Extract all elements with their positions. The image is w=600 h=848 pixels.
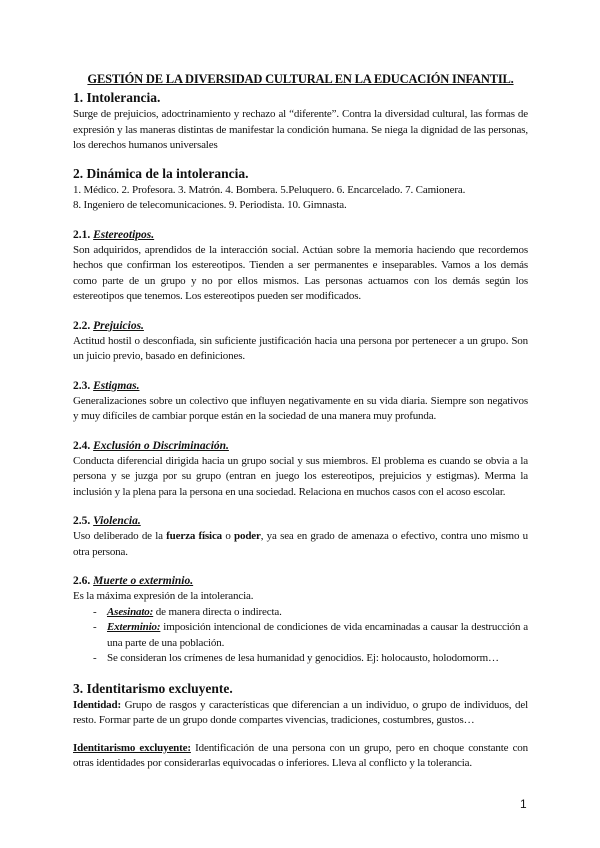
definition-term: Identidad: bbox=[73, 698, 122, 711]
definition-text: Grupo de rasgos y características que diferencian a un individuo, o grupo de individuos, del resto. Formar parte de un grupo donde compartes vivencias, tradiciones, costumbres, gustos… bbox=[73, 698, 528, 726]
subsection-heading bbox=[73, 319, 528, 334]
subsection-estigmas bbox=[73, 379, 528, 425]
subsection-text: Actitud hostil o desconfiada, sin suficiente justificación hacia una persona por pertenecer a un grupo. Son un juicio previo, basado en definiciones. bbox=[73, 334, 528, 362]
subsection-estereotipos bbox=[73, 228, 528, 305]
subsection-text: Generalizaciones sobre un colectivo que influyen negativamente en su vida diaria. Siempre son negativos y muy difíciles de cambiar porque están en la sociedad de una manera muy profunda. bbox=[73, 394, 528, 422]
list-item bbox=[93, 620, 528, 651]
subsection-heading bbox=[73, 439, 528, 454]
text-run: o bbox=[222, 530, 234, 542]
list-term: Asesinato: bbox=[107, 605, 154, 618]
subsection-label: Violencia. bbox=[93, 515, 141, 527]
subsection-label: Estigmas. bbox=[93, 379, 140, 392]
bold-term: poder bbox=[234, 530, 261, 542]
subsection-label: Muerte o exterminio. bbox=[93, 575, 194, 587]
subsection-number: 2.5. bbox=[73, 515, 91, 527]
subsection-number: 2.3. bbox=[73, 379, 91, 392]
list-term: Exterminio: bbox=[107, 621, 161, 633]
list-text: de manera directa o indirecta. bbox=[153, 605, 282, 618]
document-title: GESTIÓN DE LA DIVERSIDAD CULTURAL EN LA EDUCACIÓN INFANTIL. bbox=[87, 72, 514, 86]
text-run: , ya sea en grado de amenaza o efectivo, contra uno mismo u otra persona. bbox=[73, 530, 528, 558]
document-page bbox=[73, 72, 528, 786]
definition-block bbox=[73, 741, 528, 772]
subsection-text: Conducta diferencial dirigida hacia un grupo social y sus miembros. El problema es cuando se obvia a la persona y se juzga por su grupo (entran en juego los estereotipos, prejuicios y estigmas). Merma la inclusión y la plena para la persona en una sociedad. Relaciona en muchos casos con el acoso escolar. bbox=[73, 454, 528, 498]
subsection-text: Son adquiridos, aprendidos de la interacción social. Actúan sobre la memoria haciendo que recordemos hechos que confirman los estereotipos. Tienden a ser permanentes e inseparables. Vamos a los demás como parte de un grupo y no por ellos mismos. Las personas actuamos con los demás según los estereotipos que tenemos. Los estereotipos pueden ser modificados. bbox=[73, 243, 528, 302]
subsection-label: Estereotipos. bbox=[93, 228, 155, 241]
section-heading: 2. Dinámica de la intolerancia. bbox=[73, 165, 249, 181]
subsection-muerte bbox=[73, 574, 528, 667]
list-item bbox=[93, 651, 528, 667]
subsection-number: 2.4. bbox=[73, 439, 91, 452]
bold-term: fuerza física bbox=[166, 530, 223, 542]
definition-text: Identificación de una persona con un grupo, pero en choque constante con otras identidades por considerarlas equivocadas o inferiores. Lleva al conflicto y la tolerancia. bbox=[73, 741, 529, 769]
profession-list-line-2: 8. Ingeniero de telecomunicaciones. 9. Periodista. 10. Gimnasta. bbox=[73, 199, 347, 211]
subsection-heading bbox=[73, 228, 528, 243]
section-identitarismo bbox=[73, 681, 528, 729]
subsection-label: Exclusión o Discriminación. bbox=[93, 439, 229, 452]
bullet-list bbox=[73, 605, 528, 667]
subsection-text bbox=[73, 529, 528, 560]
section-heading: 3. Identitarismo excluyente. bbox=[73, 680, 233, 696]
text-run: Uso deliberado de la bbox=[73, 530, 167, 542]
subsection-violencia bbox=[73, 514, 528, 560]
section-dinamica bbox=[73, 166, 528, 214]
section-heading: 1. Intolerancia. bbox=[73, 90, 161, 105]
subsection-prejuicios bbox=[73, 319, 528, 365]
definition-identidad bbox=[73, 698, 528, 729]
subsection-exclusion bbox=[73, 439, 528, 501]
page-number: 1 bbox=[520, 797, 527, 811]
list-item bbox=[93, 605, 528, 621]
subsection-label: Prejuicios. bbox=[93, 319, 144, 332]
list-text: imposición intencional de condiciones de vida encaminadas a causar la destrucción a una parte de una población. bbox=[107, 621, 528, 649]
subsection-number: 2.1. bbox=[73, 228, 91, 241]
profession-list-line-1: 1. Médico. 2. Profesora. 3. Matrón. 4. Bombera. 5.Peluquero. 6. Encarcelado. 7. Camionera. bbox=[73, 183, 466, 196]
subsection-intro: Es la máxima expresión de la intolerancia. bbox=[73, 590, 254, 602]
subsection-number: 2.2. bbox=[73, 319, 91, 332]
section-intolerancia bbox=[73, 90, 528, 154]
definition-identitarismo bbox=[73, 741, 528, 772]
subsection-number: 2.6. bbox=[73, 575, 91, 587]
subsection-heading bbox=[73, 574, 528, 589]
subsection-heading bbox=[73, 379, 528, 394]
section-text: Surge de prejuicios, adoctrinamiento y rechazo al “diferente”. Contra la diversidad cultural, las formas de expresión y las maneras distintas de manifestar la condición humana. Se niega la dignidad de las personas, los derechos humanos universales bbox=[73, 108, 528, 151]
definition-term: Identitarismo excluyente: bbox=[73, 741, 191, 754]
subsection-heading bbox=[73, 514, 528, 529]
list-text: Se consideran los crímenes de lesa humanidad y genocidios. Ej: holocausto, holodomorm… bbox=[107, 652, 499, 664]
